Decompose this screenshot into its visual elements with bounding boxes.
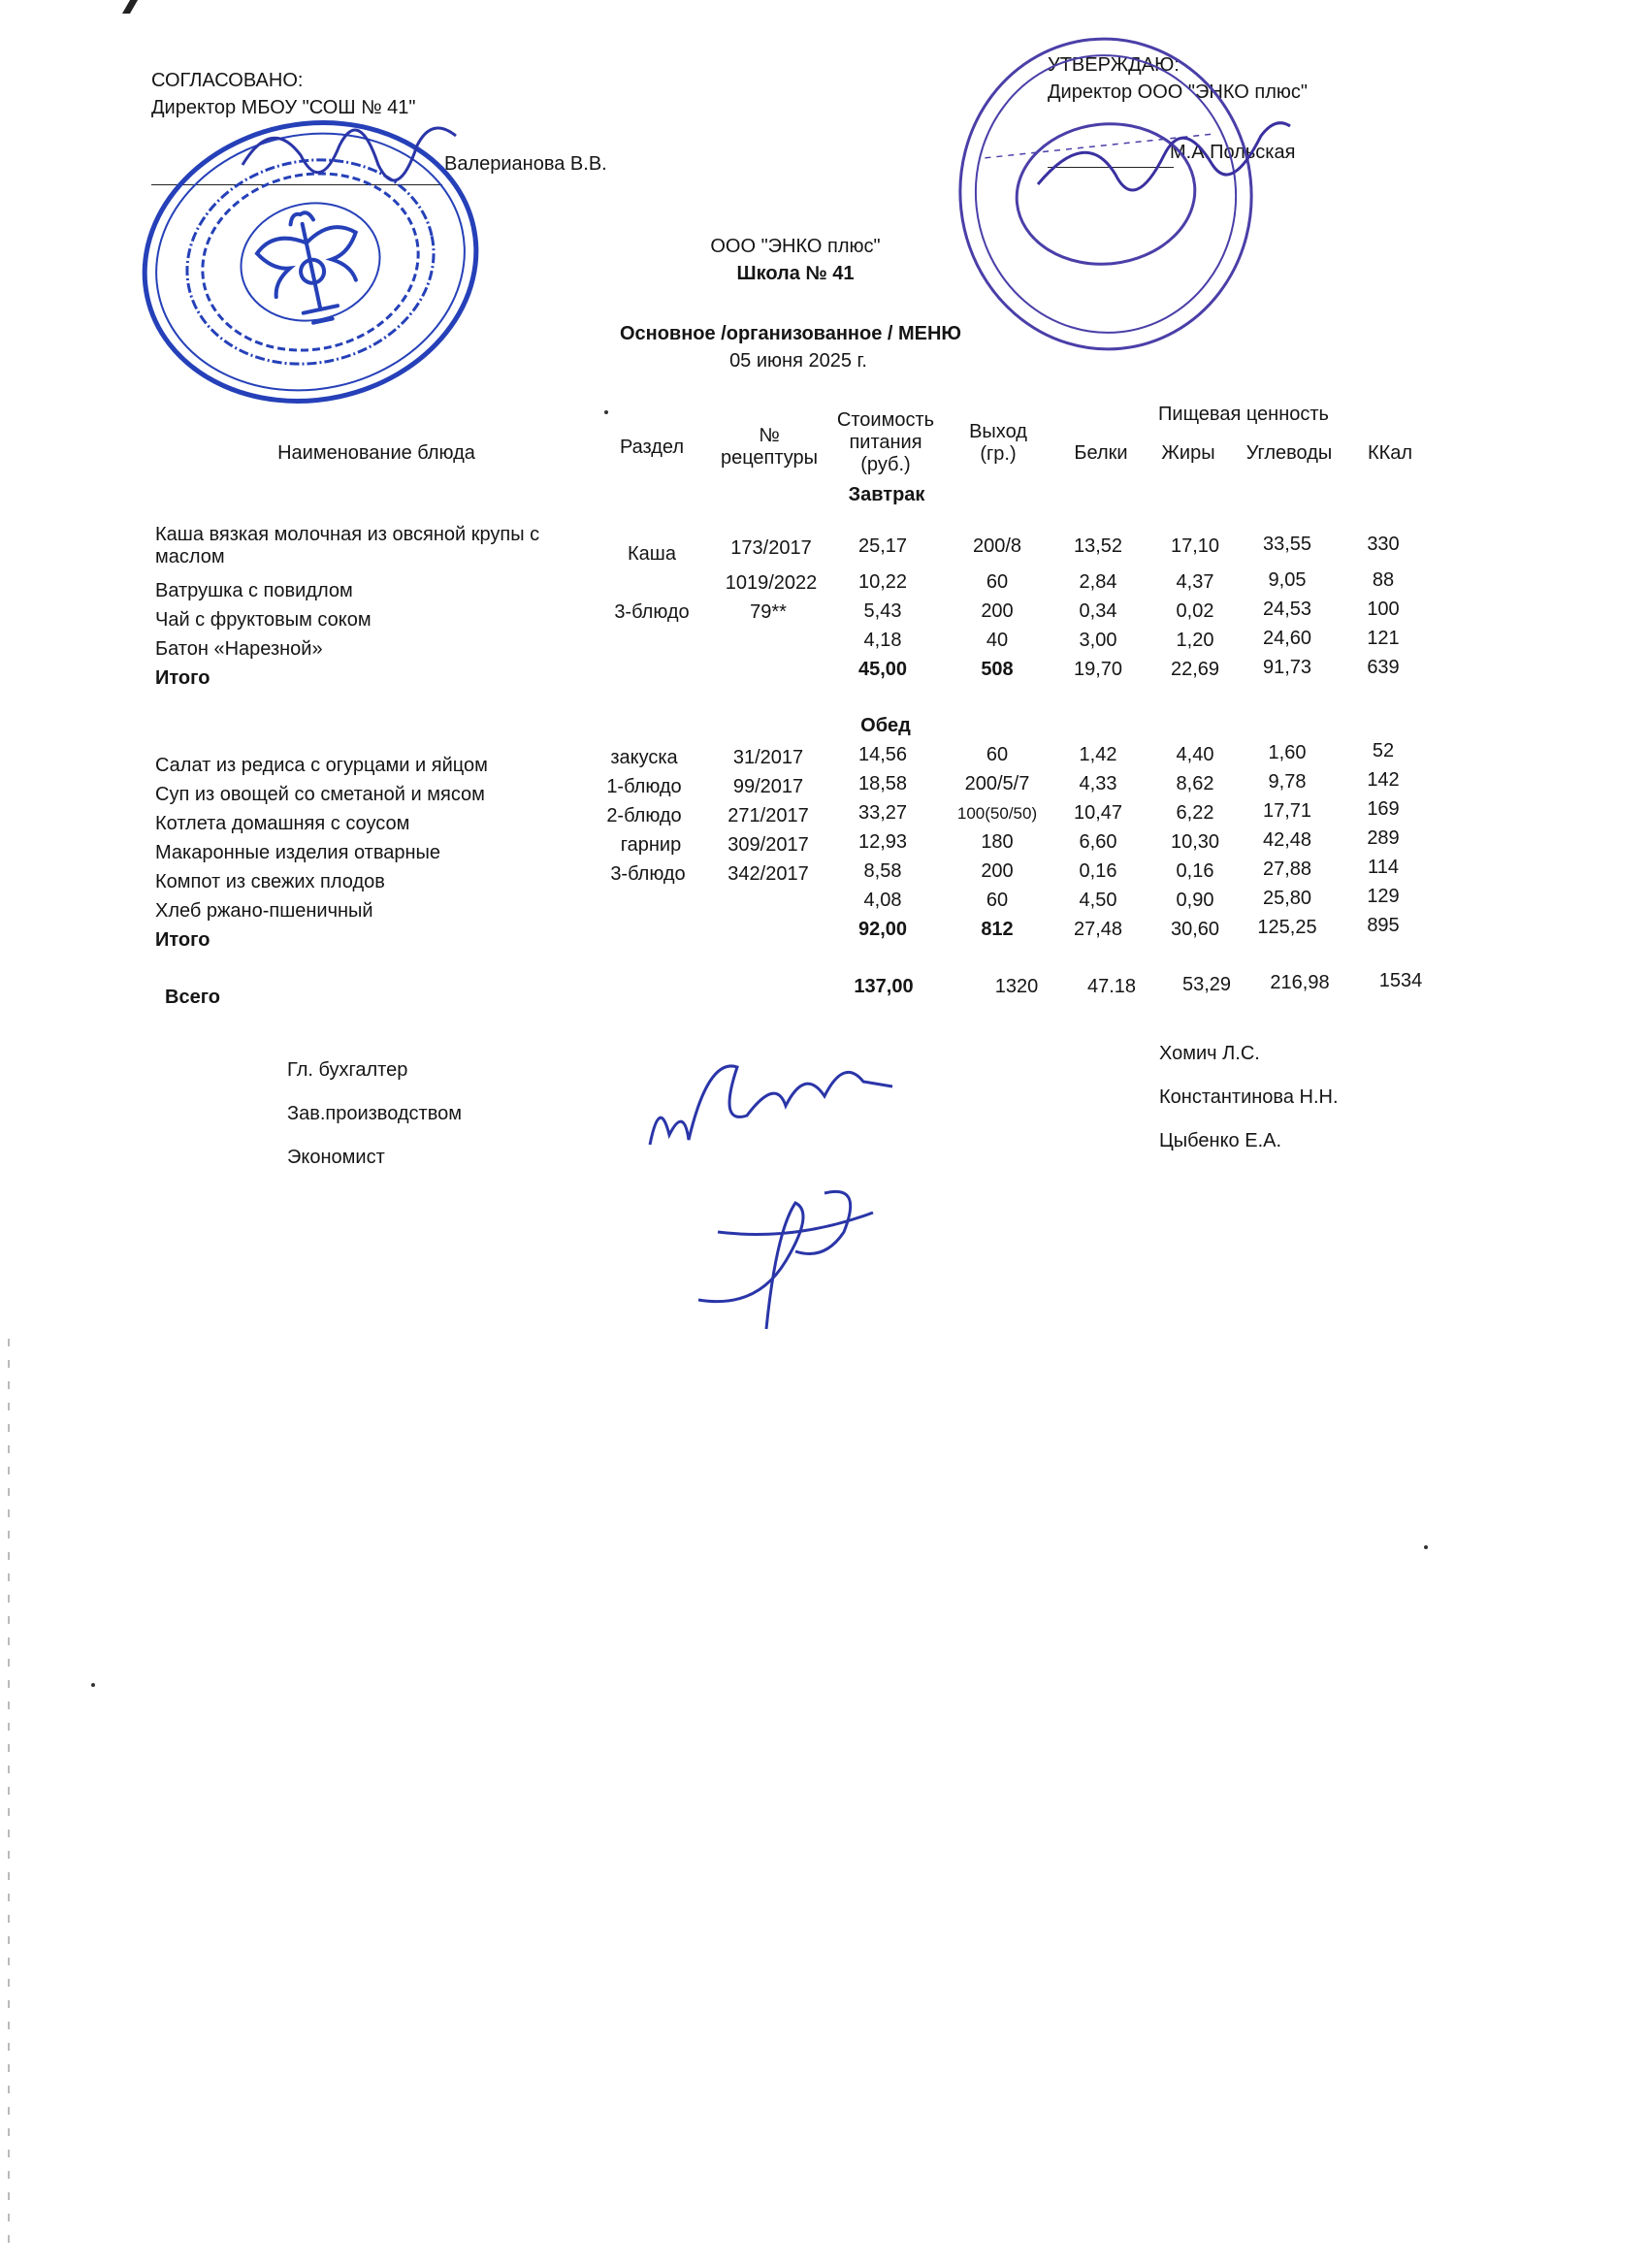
footer-name-accountant: Хомич Л.С. — [1159, 1043, 1260, 1064]
dish-name: Компот из свежих плодов — [155, 871, 385, 892]
dish-yield: 60 — [986, 890, 1009, 911]
total-protein: 19,70 — [1073, 659, 1123, 680]
dish-name: Каша вязкая молочная из овсяной крупы с — [155, 524, 540, 545]
scan-artifact — [91, 1683, 95, 1687]
total-label: Итого — [155, 667, 210, 689]
dish-cost: 25,17 — [857, 535, 908, 557]
footer-role-economist: Экономист — [287, 1147, 385, 1168]
grand-total-label: Всего — [165, 987, 220, 1008]
header-yield-line1: Выход — [969, 421, 1027, 442]
dish-protein: 4,33 — [1079, 773, 1117, 794]
dish-fat: 6,22 — [1176, 802, 1214, 824]
dish-carbs: 9,05 — [1268, 569, 1307, 591]
dish-section: 2-блюдо — [606, 805, 682, 826]
dish-section: гарнир — [620, 834, 682, 856]
lunch-title: Обед — [860, 715, 911, 736]
dish-recipe: 99/2017 — [732, 776, 804, 797]
footer-role-production: Зав.производством — [287, 1103, 462, 1124]
grand-total-kcal: 1534 — [1378, 970, 1423, 991]
dish-carbs: 33,55 — [1262, 534, 1312, 555]
company-name: ООО "ЭНКО плюс" — [710, 236, 881, 257]
dish-cost: 33,27 — [857, 802, 908, 824]
dish-fat: 4,37 — [1176, 571, 1214, 593]
dish-protein: 6,60 — [1079, 831, 1117, 853]
grand-total-carbs: 216,98 — [1270, 972, 1330, 993]
dish-protein: 13,52 — [1073, 535, 1123, 557]
total-yield: 812 — [981, 919, 1014, 940]
scan-artifact — [604, 410, 608, 414]
dish-protein: 0,16 — [1079, 860, 1117, 882]
dish-kcal: 289 — [1367, 827, 1400, 849]
grand-total-fat: 53,29 — [1181, 974, 1232, 995]
dish-yield: 180 — [981, 831, 1014, 853]
header-cost-line1: Стоимость — [836, 409, 935, 431]
dish-kcal: 129 — [1367, 886, 1400, 907]
dish-fat: 17,10 — [1170, 535, 1220, 557]
approved-left-name: Валерианова В.В. — [444, 153, 607, 175]
dish-recipe: 1019/2022 — [725, 572, 818, 594]
total-cost: 45,00 — [857, 659, 908, 680]
grand-total-protein: 47.18 — [1086, 976, 1137, 997]
school-name: Школа № 41 — [736, 263, 855, 284]
dish-yield: 200/8 — [972, 535, 1022, 557]
dish-section: 1-блюдо — [606, 776, 682, 797]
scan-artifact — [8, 1339, 10, 2251]
dish-fat: 0,16 — [1176, 860, 1214, 882]
dish-carbs: 24,53 — [1262, 599, 1312, 620]
menu-title: Основное /организованное / МЕНЮ — [619, 323, 962, 344]
dish-cost: 12,93 — [857, 831, 908, 853]
dish-cost: 4,18 — [863, 630, 902, 651]
dish-kcal: 142 — [1367, 769, 1400, 791]
dish-fat: 4,40 — [1176, 744, 1214, 765]
dish-section: 3-блюдо — [614, 601, 690, 623]
approved-right-role: Директор ООО "ЭНКО плюс" — [1048, 81, 1308, 103]
total-cost: 92,00 — [857, 919, 908, 940]
dish-protein: 0,34 — [1079, 600, 1117, 622]
dish-kcal: 52 — [1372, 740, 1395, 761]
approved-right-title: УТВЕРЖДАЮ: — [1048, 54, 1180, 76]
total-fat: 22,69 — [1170, 659, 1220, 680]
dish-yield: 40 — [986, 630, 1009, 651]
dish-carbs: 25,80 — [1262, 888, 1312, 909]
dish-cost: 5,43 — [863, 600, 902, 622]
dish-kcal: 88 — [1372, 569, 1395, 591]
dish-carbs: 42,48 — [1262, 829, 1312, 851]
dish-fat: 0,90 — [1176, 890, 1214, 911]
header-kcal: ККал — [1367, 442, 1413, 464]
header-carbs: Углеводы — [1245, 442, 1333, 464]
footer-name-economist: Цыбенко Е.А. — [1159, 1130, 1282, 1151]
dish-yield: 200/5/7 — [964, 773, 1030, 794]
dish-fat: 0,02 — [1176, 600, 1214, 622]
dish-recipe: 173/2017 — [730, 537, 812, 559]
dish-kcal: 121 — [1367, 628, 1400, 649]
dish-kcal: 169 — [1367, 798, 1400, 820]
total-protein: 27,48 — [1073, 919, 1123, 940]
total-label: Итого — [155, 929, 210, 951]
dish-carbs: 9,78 — [1268, 771, 1307, 793]
header-cost-line3: (руб.) — [860, 454, 911, 475]
total-yield: 508 — [981, 659, 1014, 680]
dish-carbs: 27,88 — [1262, 859, 1312, 880]
dish-recipe: 271/2017 — [728, 805, 809, 826]
header-protein: Белки — [1074, 442, 1128, 464]
dish-yield: 200 — [981, 860, 1014, 882]
dish-section: 3-блюдо — [610, 863, 686, 885]
total-fat: 30,60 — [1170, 919, 1220, 940]
footer-name-production: Константинова Н.Н. — [1159, 1086, 1339, 1108]
header-section: Раздел — [619, 437, 685, 458]
grand-total-cost: 137,00 — [854, 976, 914, 997]
dish-kcal: 114 — [1368, 857, 1399, 878]
total-kcal: 895 — [1367, 915, 1400, 936]
dish-protein: 3,00 — [1079, 630, 1117, 651]
dish-name: Салат из редиса с огурцами и яйцом — [155, 755, 488, 776]
dish-carbs: 17,71 — [1262, 800, 1312, 822]
dish-yield: 60 — [986, 571, 1009, 593]
approved-right-name: М.А.Польская — [1170, 142, 1296, 163]
menu-date: 05 июня 2025 г. — [729, 350, 867, 372]
dish-kcal: 330 — [1367, 534, 1400, 555]
accountant-signature — [630, 1038, 902, 1164]
dish-yield: 200 — [981, 600, 1014, 622]
scan-artifact — [1424, 1545, 1428, 1549]
dish-protein: 10,47 — [1073, 802, 1123, 824]
header-name: Наименование блюда — [277, 442, 475, 464]
dish-protein: 1,42 — [1079, 744, 1117, 765]
dish-fat: 10,30 — [1170, 831, 1220, 853]
header-fat: Жиры — [1161, 442, 1215, 464]
dish-fat: 1,20 — [1176, 630, 1214, 651]
dish-carbs: 24,60 — [1262, 628, 1312, 649]
dish-recipe: 309/2017 — [728, 834, 809, 856]
dish-recipe: 342/2017 — [728, 863, 809, 885]
director-signature-right — [1028, 107, 1300, 223]
dish-cost: 10,22 — [857, 571, 908, 593]
dish-cost: 4,08 — [863, 890, 902, 911]
dish-section: закуска — [610, 747, 678, 768]
dish-name: Котлета домашняя с соусом — [155, 813, 410, 834]
approved-left-role: Директор МБОУ "СОШ № 41" — [151, 97, 416, 118]
total-carbs: 125,25 — [1257, 917, 1317, 938]
dish-name: Ватрушка с повидлом — [155, 580, 353, 601]
grand-total-yield: 1320 — [994, 976, 1039, 997]
approved-left-title: СОГЛАСОВАНО: — [151, 70, 304, 91]
header-nutrition: Пищевая ценность — [1158, 404, 1329, 425]
dish-name: Чай с фруктовым соком — [155, 609, 372, 631]
dish-protein: 2,84 — [1079, 571, 1117, 593]
dish-name: Батон «Нарезной» — [155, 638, 323, 660]
dish-recipe: 79** — [750, 601, 787, 623]
dish-cost: 8,58 — [863, 860, 902, 882]
dish-yield: 100(50/50) — [956, 804, 1038, 823]
header-recipe: № рецептуры — [720, 425, 819, 469]
dish-name: маслом — [155, 546, 225, 567]
dish-section: Каша — [628, 543, 676, 565]
dish-name: Хлеб ржано-пшеничный — [155, 900, 373, 922]
header-yield-line2: (гр.) — [980, 443, 1017, 465]
dish-yield: 60 — [986, 744, 1009, 765]
total-kcal: 639 — [1367, 657, 1400, 678]
dish-carbs: 1,60 — [1268, 742, 1307, 763]
footer-role-accountant: Гл. бухгалтер — [287, 1059, 408, 1081]
dish-cost: 18,58 — [857, 773, 908, 794]
dish-fat: 8,62 — [1176, 773, 1214, 794]
scan-artifact — [122, 0, 138, 14]
dish-kcal: 100 — [1367, 599, 1400, 620]
dish-name: Макаронные изделия отварные — [155, 842, 441, 863]
dish-name: Суп из овощей со сметаной и мясом — [155, 784, 485, 805]
breakfast-title: Завтрак — [848, 484, 925, 505]
total-carbs: 91,73 — [1262, 657, 1312, 678]
director-signature-left — [233, 107, 466, 223]
economist-signature — [679, 1174, 912, 1339]
dish-recipe: 31/2017 — [732, 747, 804, 768]
dish-cost: 14,56 — [857, 744, 908, 765]
header-cost-line2: питания — [849, 432, 922, 453]
dish-protein: 4,50 — [1079, 890, 1117, 911]
